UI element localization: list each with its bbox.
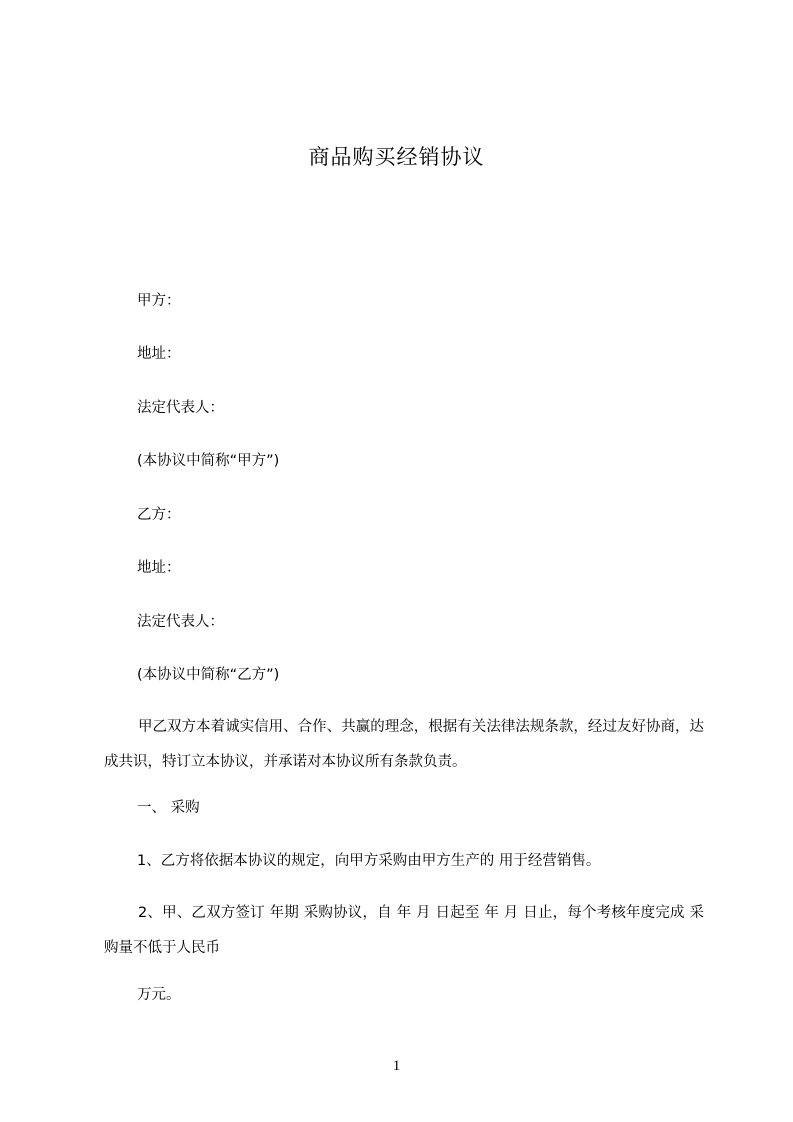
clause-2: 2、甲、乙双方签订 年期 采购协议，自 年 月 日起至 年 月 日止，每个考核年度完成 采购量不低于人民币 [104,905,704,956]
preamble-paragraph: 甲乙双方本着诚实信用、合作、共赢的理念，根据有关法律法规条款，经过友好协商，达成共识，特订立本协议，并承诺对本协议所有条款负责。 [104,719,704,770]
party-b-representative-label: 法定代表人： [137,614,224,630]
party-b-name-label: 乙方： [137,507,181,523]
document-title: 商品购买经销协议 [308,145,485,169]
party-a-address-label: 地址： [137,346,181,362]
party-a-name-label: 甲方： [137,293,181,309]
party-a-abbreviation-note: (本协议中简称“甲方”) [137,453,280,469]
page-number: 1 [392,1058,401,1074]
section-heading-purchase: 一、 采购 [137,800,200,816]
party-b-address-label: 地址： [137,560,181,576]
clause-2-tail: 万元。 [137,987,181,1003]
party-b-abbreviation-note: (本协议中简称“乙方”) [137,667,280,683]
party-a-representative-label: 法定代表人： [137,400,224,416]
clause-1: 1、乙方将依据本协议的规定，向甲方采购由甲方生产的 用于经营销售。 [137,853,601,869]
